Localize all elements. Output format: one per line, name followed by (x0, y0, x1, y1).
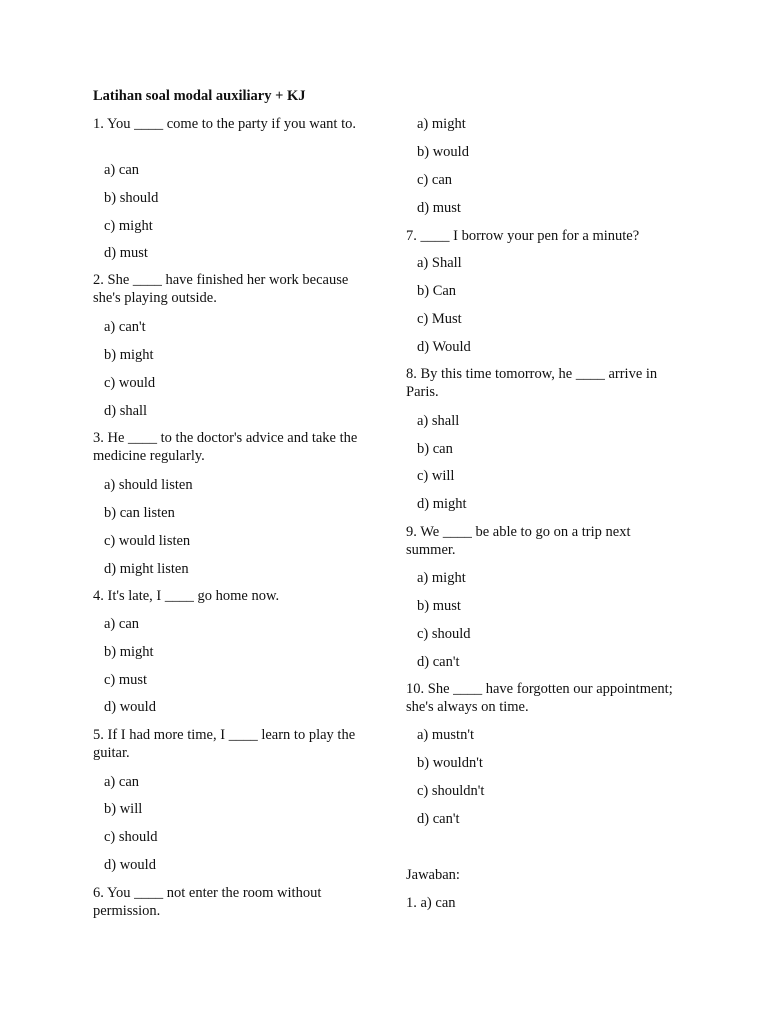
option: d) would (104, 699, 156, 715)
question-8: 8. By this time tomorrow, he ____ arrive in Paris. (406, 366, 658, 400)
option: d) shall (104, 403, 148, 419)
question-7: 7. ____ I borrow your pen for a minute? (406, 228, 640, 244)
option: c) Must (417, 311, 462, 327)
option: d) can't (417, 654, 460, 670)
option: b) will (104, 801, 143, 817)
option: b) can listen (104, 505, 175, 521)
answer-item: 1. a) can (406, 895, 456, 911)
option: a) should listen (104, 477, 193, 493)
option: a) might (417, 570, 466, 586)
question-6: 6. You ____ not enter the room without permission. (93, 885, 322, 919)
option: c) will (417, 468, 455, 484)
question-1: 1. You ____ come to the party if you want to. (93, 116, 356, 132)
option: a) mustn't (417, 727, 474, 743)
option: c) must (104, 672, 148, 688)
option: b) would (417, 144, 469, 160)
option: d) must (417, 200, 461, 216)
option: d) can't (417, 811, 460, 827)
option: b) Can (417, 283, 457, 299)
option: a) can (104, 616, 140, 632)
option: c) should (417, 626, 471, 642)
option: c) can (417, 172, 453, 188)
option: a) can't (104, 319, 146, 335)
option: a) can (104, 774, 140, 790)
option: b) must (417, 598, 461, 614)
option: c) would listen (104, 533, 191, 549)
question-2: 2. She ____ have finished her work because she's playing outside. (93, 272, 349, 306)
option: b) should (104, 190, 159, 206)
question-3: 3. He ____ to the doctor's advice and take the medicine regularly. (93, 430, 358, 464)
option: d) Would (417, 339, 471, 355)
question-5: 5. If I had more time, I ____ learn to play the guitar. (93, 727, 356, 761)
page-title: Latihan soal modal auxiliary + KJ (93, 88, 306, 104)
option: c) shouldn't (417, 783, 485, 799)
question-9: 9. We ____ be able to go on a trip next summer. (406, 524, 631, 558)
option: c) should (104, 829, 158, 845)
option: a) Shall (417, 255, 462, 271)
option: a) can (104, 162, 140, 178)
question-10: 10. She ____ have forgotten our appointment; she's always on time. (406, 681, 673, 715)
option: a) might (417, 116, 466, 132)
answers-heading: Jawaban: (406, 867, 460, 883)
option: b) might (104, 644, 154, 660)
option: b) wouldn't (417, 755, 483, 771)
option: d) might listen (104, 561, 189, 577)
option: d) might (417, 496, 467, 512)
option: d) must (104, 245, 148, 261)
option: d) would (104, 857, 156, 873)
option: c) would (104, 375, 156, 391)
question-4: 4. It's late, I ____ go home now. (93, 588, 280, 604)
option: b) might (104, 347, 154, 363)
option: a) shall (417, 413, 460, 429)
option: b) can (417, 441, 453, 457)
option: c) might (104, 218, 153, 234)
